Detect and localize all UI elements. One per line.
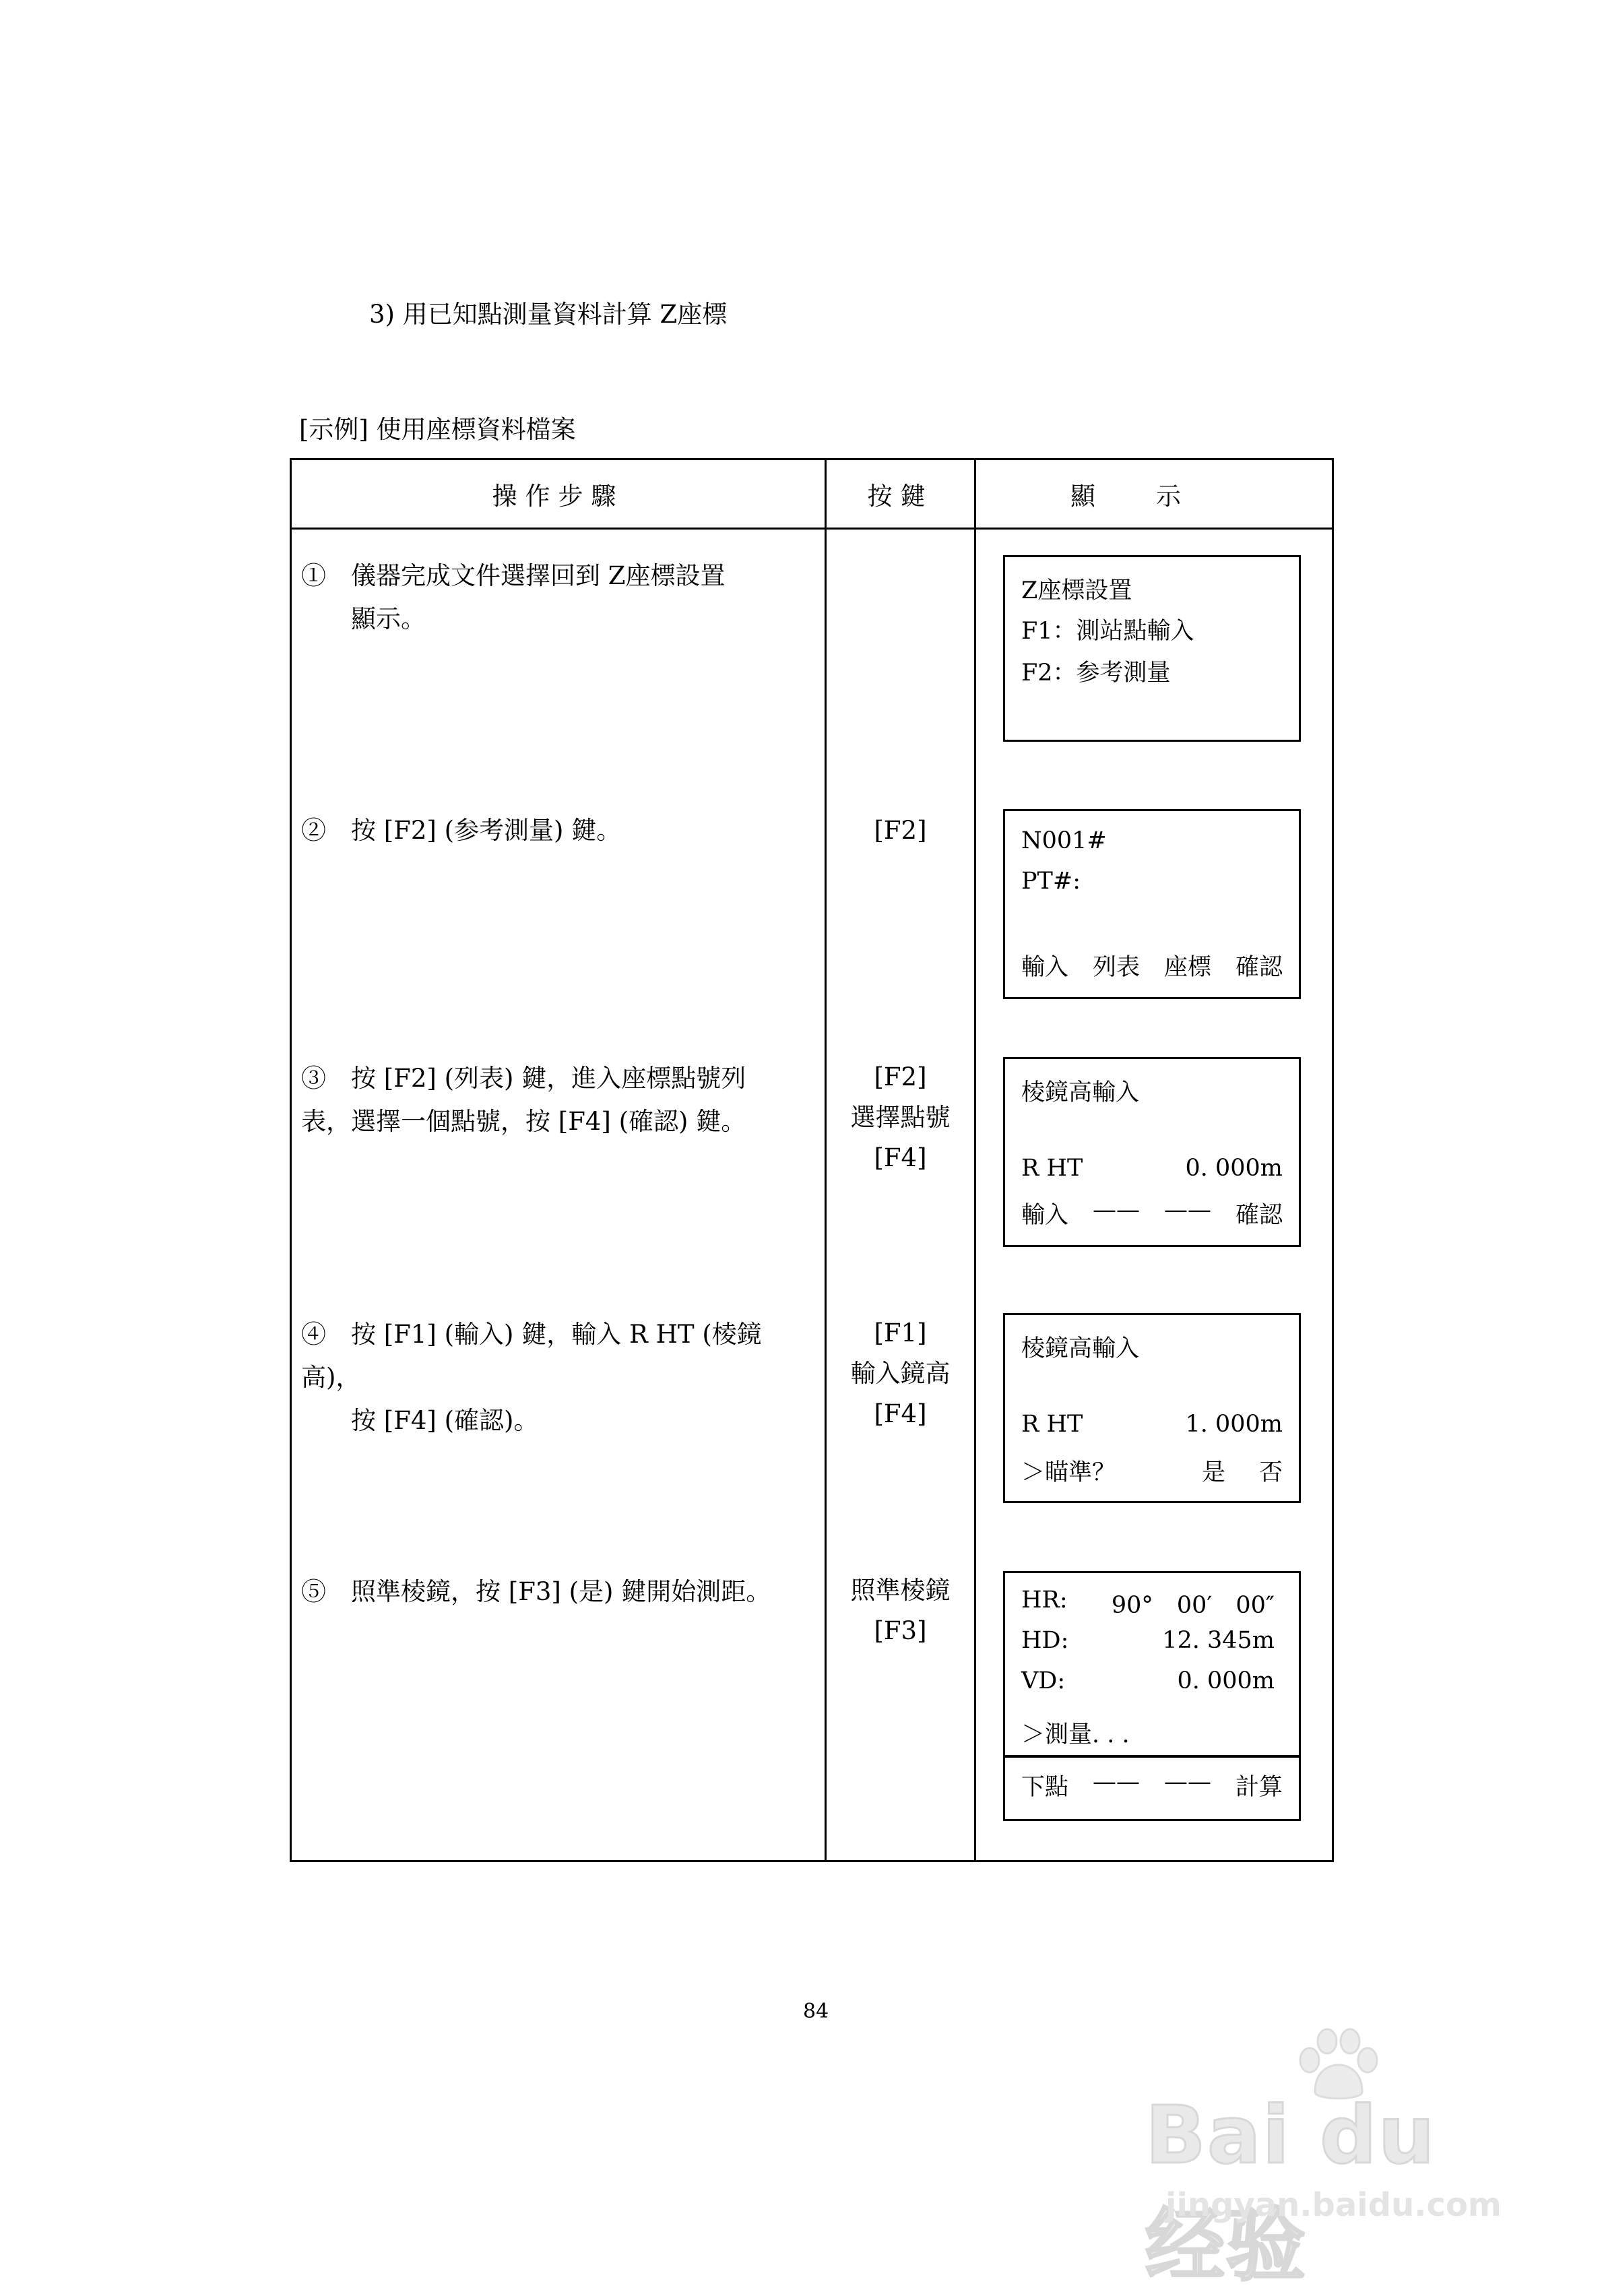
key-5 (827, 1570, 974, 1651)
aim-prompt: ＞瞄準？ (1021, 1459, 1116, 1486)
vd-value: 0. 000m (1177, 1667, 1275, 1694)
step-5-text (301, 1570, 816, 1614)
step-1-text (301, 554, 816, 641)
key-line: [F1] (874, 1318, 927, 1347)
screen-2 (1003, 809, 1301, 999)
softkey-bar (1021, 1197, 1283, 1230)
section-heading: 3) 用已知點測量資料計算 Z座標 (369, 300, 728, 329)
step-line: ③ 按 [F2] (列表) 鍵，進入座標點號列 (301, 1064, 746, 1093)
header-display: 顯示 (1070, 482, 1242, 511)
prism-height-value: 1. 000m (1185, 1411, 1283, 1438)
screen-line (1021, 1454, 1283, 1488)
screen-line: ＞測量. . . (1021, 1721, 1130, 1748)
softkey-next-point[interactable]: 下點 (1021, 1774, 1069, 1801)
softkey-no[interactable]: 否 (1258, 1459, 1283, 1486)
softkey-input[interactable]: 輸入 (1021, 1202, 1069, 1229)
step-line: 按 [F4] (確認)。 (301, 1406, 539, 1435)
softkey-bar (1021, 949, 1283, 982)
softkey-coord[interactable]: 座標 (1163, 954, 1211, 981)
key-line: 輸入鏡高 (850, 1359, 951, 1388)
step-4-text (301, 1313, 816, 1442)
step-line: ① 儀器完成文件選擇回到 Z座標設置 (301, 561, 726, 590)
hd-label: HD: (1021, 1627, 1069, 1654)
watermark (1145, 2028, 1543, 2292)
step-line: ⑤ 照準棱鏡，按 [F3] (是) 鍵開始測距。 (301, 1577, 771, 1606)
softkey-empty: —— (1093, 1197, 1140, 1223)
hd-value: 12. 345m (1162, 1627, 1275, 1654)
screen-1 (1003, 555, 1301, 742)
key-line: [F2] (874, 816, 927, 845)
hr-label: HR: (1021, 1587, 1068, 1614)
watermark-brand: Bai du 经验 (1145, 2088, 1436, 2292)
hr-value: 90° 00′ 00″ (1111, 1592, 1275, 1619)
step-line: 顯示。 (301, 604, 426, 633)
column-divider (974, 460, 976, 1860)
softkey-empty: —— (1163, 1768, 1211, 1795)
header-key: 按鍵 (867, 482, 934, 511)
key-line: [F4] (874, 1399, 927, 1428)
step-2-text (301, 809, 816, 852)
softkey-input[interactable]: 輸入 (1021, 954, 1069, 981)
softkey-confirm[interactable]: 確認 (1235, 954, 1283, 981)
key-line: [F2] (874, 1062, 927, 1091)
screen-divider (1003, 1755, 1301, 1758)
screen-4 (1003, 1313, 1301, 1503)
header-divider (292, 528, 1332, 530)
softkey-empty: —— (1093, 1768, 1140, 1795)
screen-line: 棱鏡高輸入 (1021, 1079, 1140, 1106)
step-line: ② 按 [F2] (参考測量) 鍵。 (301, 816, 622, 845)
screen-5 (1003, 1571, 1301, 1821)
screen-line (1021, 1155, 1283, 1182)
screen-line (1021, 1411, 1283, 1438)
softkey-calculate[interactable]: 計算 (1235, 1774, 1283, 1801)
screen-line: Z座標設置 (1021, 577, 1132, 604)
screen-line (1021, 1627, 1275, 1654)
key-4 (827, 1313, 974, 1434)
key-line: 選擇點號 (850, 1103, 951, 1132)
softkey-yes[interactable]: 是 (1201, 1459, 1225, 1486)
watermark-url: jingyan.baidu.com (1165, 2186, 1502, 2224)
screen-3 (1003, 1057, 1301, 1247)
step-line: ④ 按 [F1] (輸入) 鍵，輸入 R HT (棱鏡高)， (301, 1320, 762, 1392)
key-line: [F3] (874, 1616, 927, 1645)
step-line: 表，選擇一個點號，按 [F4] (確認) 鍵。 (301, 1107, 746, 1136)
softkey-list[interactable]: 列表 (1092, 954, 1140, 981)
screen-line (1021, 1587, 1275, 1620)
procedure-table (290, 458, 1334, 1862)
prism-height-value: 0. 000m (1185, 1155, 1283, 1182)
prism-height-label: R HT (1021, 1411, 1083, 1438)
header-step: 操作步驟 (492, 482, 624, 511)
yes-no-options (1202, 1454, 1283, 1488)
key-line: [F4] (874, 1143, 927, 1172)
screen-line (1021, 1667, 1275, 1694)
step-3-text (301, 1057, 816, 1143)
softkey-confirm[interactable]: 確認 (1235, 1202, 1283, 1229)
key-2 (827, 810, 974, 851)
vd-label: VD: (1021, 1667, 1066, 1694)
screen-line: F1：測站點輸入 (1021, 618, 1194, 645)
screen-line: N001# (1021, 827, 1107, 854)
key-line: 照準棱鏡 (850, 1576, 951, 1605)
softkey-bar (1021, 1768, 1283, 1802)
page-number: 84 (803, 2000, 829, 2023)
key-3 (827, 1057, 974, 1178)
screen-line: F2：参考測量 (1021, 660, 1171, 687)
screen-line: 棱鏡高輸入 (1021, 1335, 1140, 1362)
prism-height-label: R HT (1021, 1155, 1083, 1182)
screen-line: PT#: (1021, 868, 1081, 895)
softkey-empty: —— (1163, 1197, 1211, 1223)
example-caption: [示例] 使用座標資料檔案 (299, 415, 576, 444)
